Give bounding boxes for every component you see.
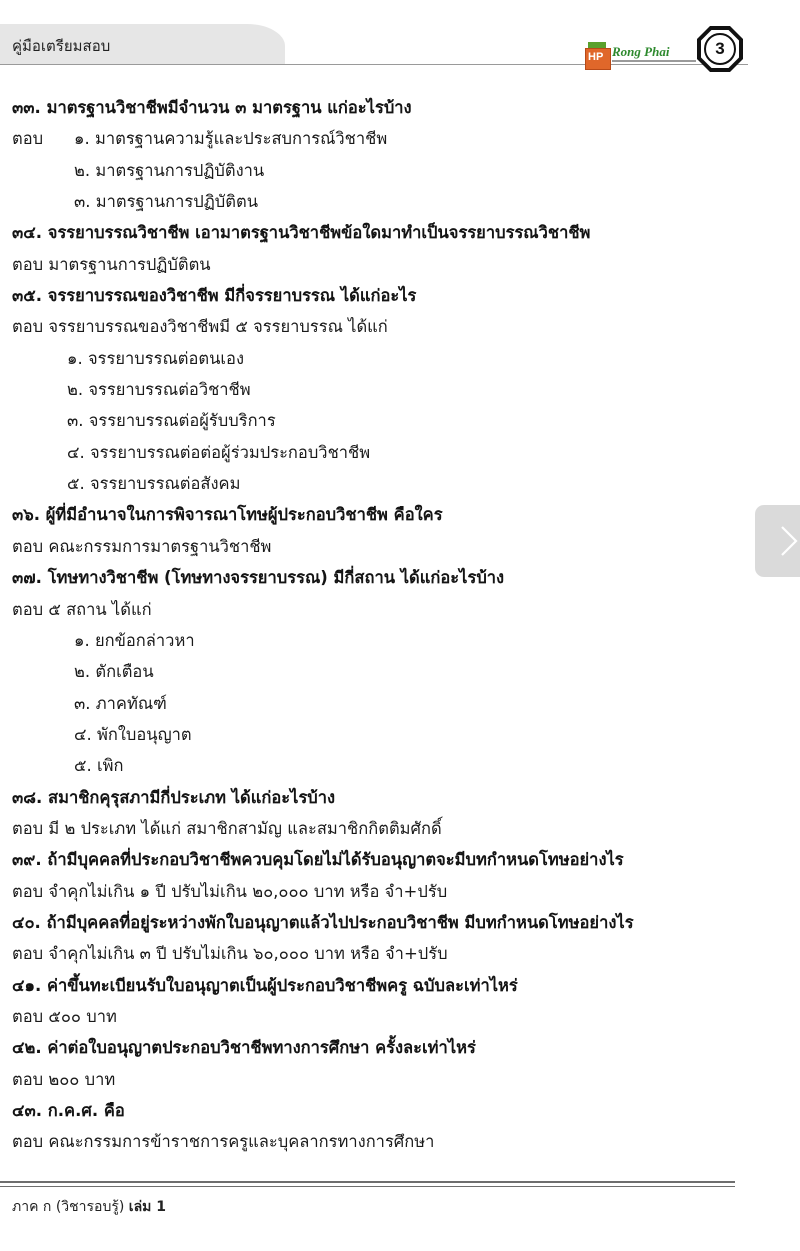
logo-mark: HP (585, 48, 611, 70)
question-38: ๓๘. สมาชิกคุรุสภามีกี่ประเภท ได้แก่อะไรบ้าง (12, 787, 336, 807)
answer-40: ตอบ จำคุกไม่เกิน ๓ ปี ปรับไม่เกิน ๖๐,๐๐๐ บาท หรือ จำ+ปรับ (12, 944, 448, 964)
qa-content (12, 92, 747, 1158)
answer-33-item-3: ๓. มาตรฐานการปฏิบัติตน (74, 192, 258, 212)
question-43: ๔๓. ก.ค.ศ. คือ (12, 1101, 125, 1120)
answer-41: ตอบ ๕๐๐ บาท (12, 1006, 117, 1026)
answer-37: ตอบ ๕ สถาน ได้แก่ (12, 599, 152, 619)
question-36: ๓๖. ผู้ที่มีอำนาจในการพิจารณาโทษผู้ประกอบวิชาชีพ คือใคร (12, 505, 443, 525)
footer-divider-thick (0, 1181, 735, 1183)
answer-37-item-4: ๔. พักใบอนุญาต (74, 724, 192, 744)
answer-34: ตอบ มาตรฐานการปฏิบัติตน (12, 254, 211, 274)
answer-38: ตอบ มี ๒ ประเภท ได้แก่ สมาชิกสามัญ และสมาชิกกิตติมศักดิ์ (12, 818, 442, 838)
page-number: 3 (715, 39, 725, 58)
question-40: ๔๐. ถ้ามีบุคคลที่อยู่ระหว่างพักใบอนุญาตแล้วไปประกอบวิชาชีพ มีบทกำหนดโทษอย่างไร (12, 912, 634, 932)
publisher-logo (585, 42, 697, 72)
question-39: ๓๙. ถ้ามีบุคคลที่ประกอบวิชาชีพควบคุมโดยไม่ได้รับอนุญาตจะมีบทกำหนดโทษอย่างไร (12, 850, 624, 870)
answer-35-item-3: ๓. จรรยาบรรณต่อผู้รับบริการ (67, 411, 276, 431)
logo-name: Rong Phai (612, 44, 670, 59)
answer-37-item-5: ๕. เพิก (74, 756, 124, 776)
footer-text: ภาค ก (วิชารอบรู้) เล่ม 1 (12, 1199, 166, 1215)
answer-33-item-2: ๒. มาตรฐานการปฏิบัติงาน (74, 160, 265, 180)
answer-35: ตอบ จรรยาบรรณของวิชาชีพมี ๕ จรรยาบรรณ ได้แก่ (12, 317, 388, 337)
answer-33-item-1: ตอบ ๑. มาตรฐานความรู้และประสบการณ์วิชาชีพ (12, 123, 747, 154)
answer-label: ตอบ (12, 129, 44, 149)
question-42: ๔๒. ค่าต่อใบอนุญาตประกอบวิชาชีพทางการศึกษา ครั้งละเท่าไหร่ (12, 1038, 476, 1058)
next-page-button[interactable] (755, 505, 800, 577)
answer-35-item-2: ๒. จรรยาบรรณต่อวิชาชีพ (67, 380, 251, 400)
answer-37-item-3: ๓. ภาคทัณฑ์ (74, 693, 167, 713)
answer-36: ตอบ คณะกรรมการมาตรฐานวิชาชีพ (12, 536, 272, 556)
answer-35-item-5: ๕. จรรยาบรรณต่อสังคม (67, 474, 241, 494)
chevron-right-icon (779, 525, 799, 557)
book-title: คู่มือเตรียมสอบ (12, 37, 111, 55)
question-41: ๔๑. ค่าขึ้นทะเบียนรับใบอนุญาตเป็นผู้ประกอบวิชาชีพครู ฉบับละเท่าไหร่ (12, 975, 518, 995)
question-37: ๓๗. โทษทางวิชาชีพ (โทษทางจรรยาบรรณ) มีกี่สถาน ได้แก่อะไรบ้าง (12, 568, 505, 588)
question-34: ๓๔. จรรยาบรรณวิชาชีพ เอามาตรฐานวิชาชีพข้อใดมาทำเป็นจรรยาบรรณวิชาชีพ (12, 223, 591, 243)
footer-divider-thin (0, 1186, 735, 1187)
answer-35-item-1: ๑. จรรยาบรรณต่อตนเอง (67, 348, 245, 368)
answer-42: ตอบ ๒๐๐ บาท (12, 1069, 116, 1089)
question-35: ๓๕. จรรยาบรรณของวิชาชีพ มีกี่จรรยาบรรณ ได้แก่อะไร (12, 286, 417, 306)
answer-39: ตอบ จำคุกไม่เกิน ๑ ปี ปรับไม่เกิน ๒๐,๐๐๐ บาท หรือ จำ+ปรับ (12, 881, 448, 901)
question-33: ๓๓. มาตรฐานวิชาชีพมีจำนวน ๓ มาตรฐาน แก่อะไรบ้าง (12, 98, 412, 117)
answer-37-item-1: ๑. ยกข้อกล่าวหา (74, 630, 195, 650)
answer-37-item-2: ๒. ตักเตือน (74, 662, 154, 682)
answer-35-item-4: ๔. จรรยาบรรณต่อต่อผู้ร่วมประกอบวิชาชีพ (67, 442, 371, 462)
logo-tagline (612, 60, 696, 62)
answer-43: ตอบ คณะกรรมการข้าราชการครูและบุคลากรทางการศึกษา (12, 1132, 435, 1152)
